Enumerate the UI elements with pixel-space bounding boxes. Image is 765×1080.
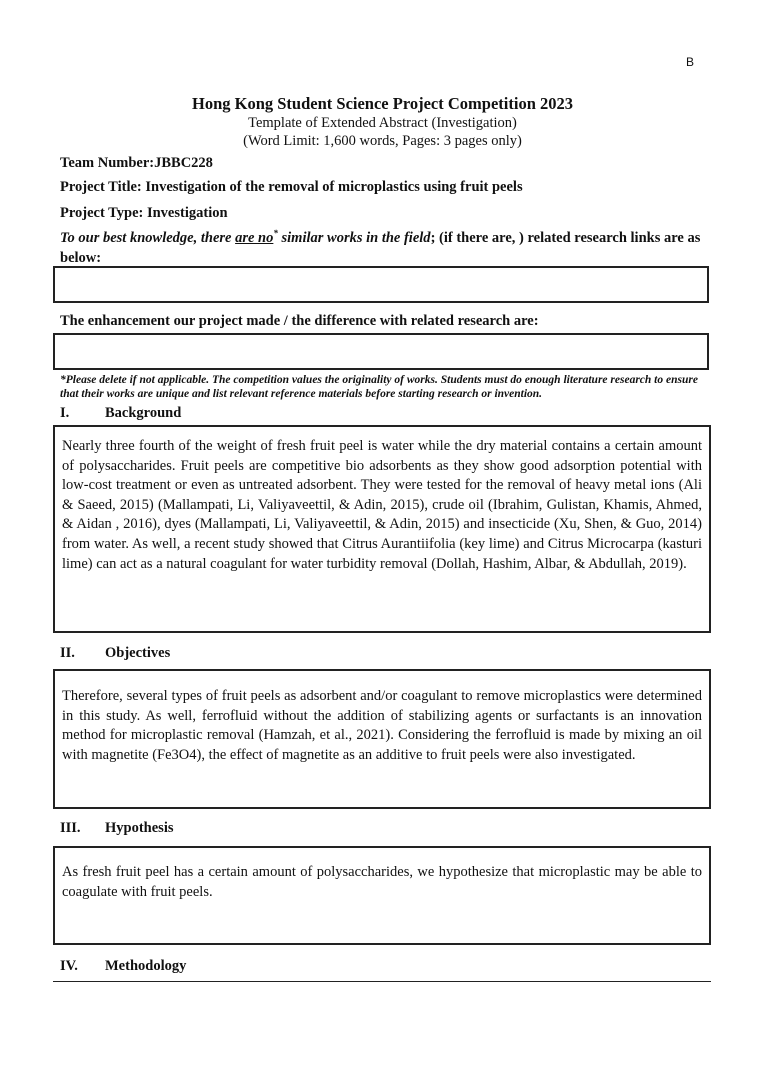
section-number: II. — [60, 645, 75, 661]
section-hypothesis-heading — [60, 820, 360, 840]
project-title: Project Title: Investigation of the removal of microplastics using fruit peels — [60, 179, 523, 195]
originality-part2: similar works in the field — [277, 230, 431, 246]
section-number: IV. — [60, 958, 78, 974]
section-title: Hypothesis — [105, 820, 174, 836]
section-objectives-heading — [60, 645, 360, 665]
document-title: Hong Kong Student Science Project Competition 2023 — [191, 94, 573, 113]
enhancement-box[interactable] — [53, 333, 709, 370]
methodology-divider — [53, 981, 711, 982]
section-number: I. — [60, 405, 70, 421]
section-title: Objectives — [105, 645, 171, 661]
related-links-box[interactable] — [53, 266, 709, 303]
background-text: Nearly three fourth of the weight of fresh fruit peel is water while the dry material contains a certain amount of polysaccharides. Fruit peels are competitive bio adsorbents as they show good adsorption potential with low-cost treatment or even as untreated adsorbent. They were tested for the removal of heavy metal ions (Ali & Saeed, 2015) (Mallampati, Li, Valiyaveettil, & Adin, 2015), crude oil (Ibrahim, Gulistan, Khamis, Ahmed, & Aidan , 2016), dyes (Mallampati, Li, Valiyaveettil, & Adin, 2015) and insecticide (Xu, Shen, & Guo, 2014) from water. As well, a recent study showed that Citrus Aurantiifolia (key lime) and Citrus Microcarpa (kasturi lime) can act as a natural coagulant for water turbidity removal (Dollah, Hashim, Albar, & Abdullah, 2019). — [62, 438, 702, 572]
section-background-heading — [60, 405, 360, 425]
hypothesis-box — [53, 846, 711, 945]
background-box — [53, 425, 711, 633]
originality-part1: To our best knowledge, there — [60, 230, 236, 246]
document-subtitle: Template of Extended Abstract (Investigation) — [248, 115, 517, 131]
section-methodology-heading — [60, 958, 360, 978]
originality-statement — [60, 228, 710, 268]
originality-part3: ; (if there are, ) related research links are as below: — [60, 230, 701, 266]
section-number: III. — [60, 820, 81, 836]
team-number: Team Number:JBBC228 — [60, 155, 213, 171]
originality-asterisk: * — [273, 228, 278, 239]
page-mark: B — [686, 55, 695, 69]
objectives-box — [53, 669, 711, 809]
originality-are-no: are no — [235, 230, 274, 246]
word-limit: (Word Limit: 1,600 words, Pages: 3 pages only) — [243, 133, 522, 149]
objectives-text: Therefore, several types of fruit peels as adsorbent and/or coagulant to remove microplastics were determined in this study. As well, ferrofluid without the addition of stabilizing agents or surfactants is an innovation method for microplastic removal (Hamzah, et al., 2021). Considering the ferrofluid is made by mixing an oil with magnetite (Fe3O4), the effect of magnetite as an additive to fruit peels were also investigated. — [62, 688, 702, 763]
originality-note: *Please delete if not applicable. The competition values the originality of works. Students must do enough literature research to ensure that their works are unique and list relevant reference materials before starting research or invention. — [60, 374, 698, 400]
section-title: Methodology — [105, 958, 187, 974]
hypothesis-text: As fresh fruit peel has a certain amount of polysaccharides, we hypothesize that microplastic may be able to coagulate with fruit peels. — [62, 864, 702, 900]
section-title: Background — [105, 405, 182, 421]
enhancement-label: The enhancement our project made / the difference with related research are: — [60, 313, 539, 329]
project-type: Project Type: Investigation — [60, 205, 228, 221]
